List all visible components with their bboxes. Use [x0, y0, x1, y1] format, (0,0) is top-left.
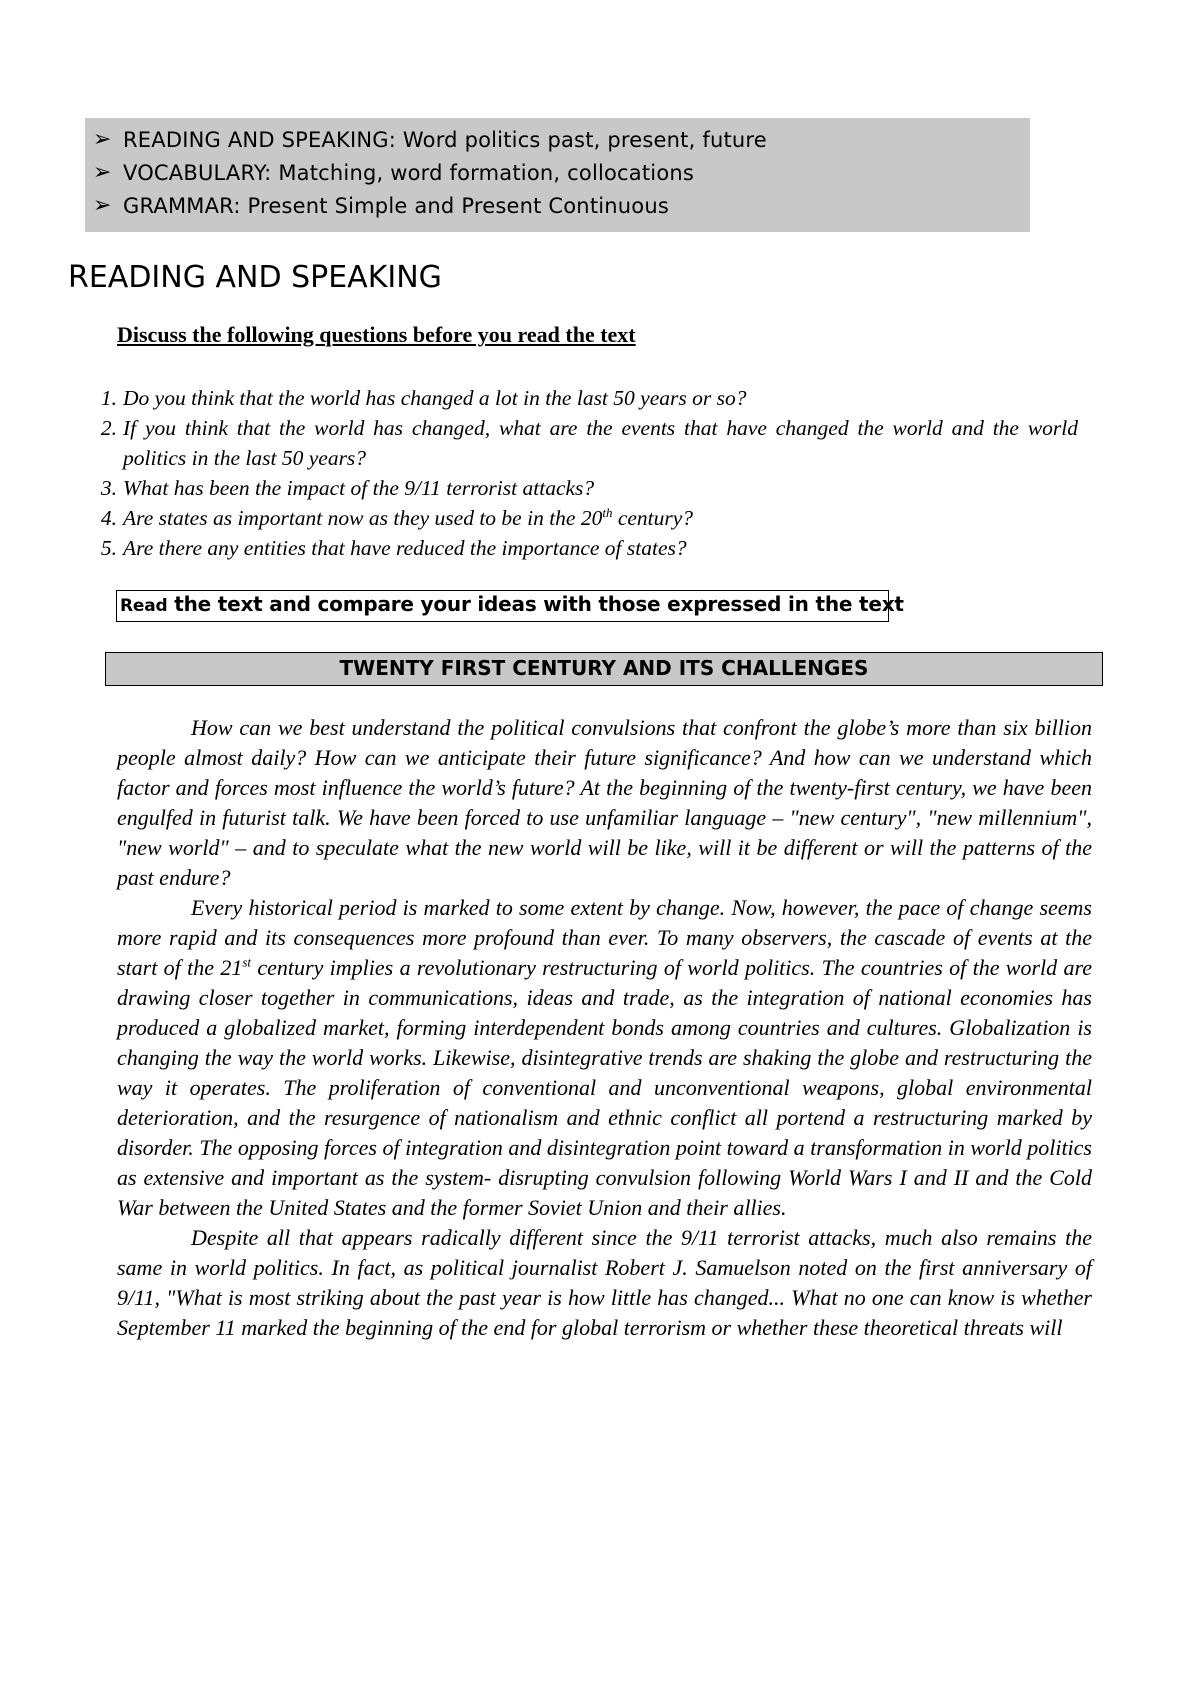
- objective-label: GRAMMAR:: [123, 193, 241, 218]
- objective-label: READING AND SPEAKING:: [123, 127, 397, 152]
- question-item: [88, 503, 1108, 533]
- arrow-bullet-icon: ➢: [93, 192, 112, 218]
- question-item: [88, 533, 1108, 563]
- question-text: What has been the impact of the 9/11 terrorist attacks?: [123, 476, 595, 500]
- question-text: [117, 503, 693, 533]
- question-number: 2.: [100, 416, 117, 440]
- reading-text: [117, 713, 1092, 1343]
- arrow-bullet-icon: ➢: [93, 126, 112, 152]
- superscript: st: [242, 954, 252, 970]
- paragraph-part: Every historical period is marked to some extent by change. Now, however, the pace of change seems more rapid and its consequences more profound than ever. To many observers, the cascade of events at the start of the 21: [117, 895, 1092, 980]
- instruction-lead: Read: [120, 596, 168, 616]
- question-number: 1.: [100, 386, 117, 410]
- question-text-part: century?: [612, 506, 694, 530]
- objective-text: Word politics past, present, future: [402, 127, 767, 152]
- arrow-bullet-icon: ➢: [93, 159, 112, 185]
- question-number: 4.: [100, 506, 117, 530]
- question-item: [88, 383, 1108, 413]
- question-text-part: Are states as important now as they used to be in the 20: [123, 506, 603, 530]
- discuss-heading: Discuss the following questions before you read the text: [117, 322, 636, 347]
- question-text: Are there any entities that have reduced the importance of states?: [123, 536, 687, 560]
- instruction-text: the text and compare your ideas with those expressed in the text: [167, 592, 904, 616]
- objective-item: [93, 123, 1030, 156]
- objective-item: [93, 189, 1030, 222]
- instruction-box: [116, 590, 904, 622]
- text-title: TWENTY FIRST CENTURY AND ITS CHALLENGES: [105, 652, 1103, 686]
- superscript: th: [602, 504, 613, 520]
- question-text: Do you think that the world has changed a lot in the last 50 years or so?: [123, 386, 747, 410]
- section-heading: READING AND SPEAKING: [68, 260, 442, 295]
- objectives-box: [85, 118, 1030, 232]
- paragraph: How can we best understand the political convulsions that confront the globe’s more than six billion people almost daily? How can we anticipate their future significance? And how can we understand which factor and forces most influence the world’s future? At the beginning of the twenty-first century, we have been engulfed in futurist talk. We have been forced to use unfamiliar language – "new century", "new millennium", "new world" – and to speculate what the new world will be like, will it be different or will the patterns of the past endure?: [117, 715, 1092, 890]
- paragraph: [117, 893, 1092, 1223]
- question-number: 3.: [100, 476, 117, 500]
- objective-text: Present Simple and Present Continuous: [247, 193, 670, 218]
- paragraph-part: century implies a revolutionary restructuring of world politics. The countries of the world are drawing closer together in communications, ideas and trade, as the integration of national economies has produced a globalized market, forming interdependent bonds among countries and cultures. Globalization is changing the way the world works. Likewise, disintegrative trends are shaking the globe and restructuring the way it operates. The proliferation of conventional and unconventional weapons, global environmental deterioration, and the resurgence of nationalism and ethnic conflict all portend a restructuring marked by disorder. The opposing forces of integration and disintegration point toward a transformation in world politics as extensive and important as the system- disrupting convulsion following World Wars I and II and the Cold War between the United States and the former Soviet Union and their allies.: [117, 955, 1092, 1220]
- objective-item: [93, 156, 1030, 189]
- paragraph: Despite all that appears radically different since the 9/11 terrorist attacks, much also remains the same in world politics. In fact, as political journalist Robert J. Samuelson noted on the first anniversary of 9/11, "What is most striking about the past year is how little has changed... What no one can know is whether September 11 marked the beginning of the end for global terrorism or whether these theoretical threats will: [117, 1225, 1092, 1340]
- question-item: [88, 473, 1108, 503]
- question-number: 5.: [100, 536, 117, 560]
- objective-label: VOCABULARY:: [123, 160, 272, 185]
- question-text: If you think that the world has changed, what are the events that have changed the world and the world politics in the last 50 years?: [123, 416, 1078, 470]
- question-item: [88, 413, 1108, 473]
- objective-text: Matching, word formation, collocations: [278, 160, 695, 185]
- question-list: [88, 383, 1108, 563]
